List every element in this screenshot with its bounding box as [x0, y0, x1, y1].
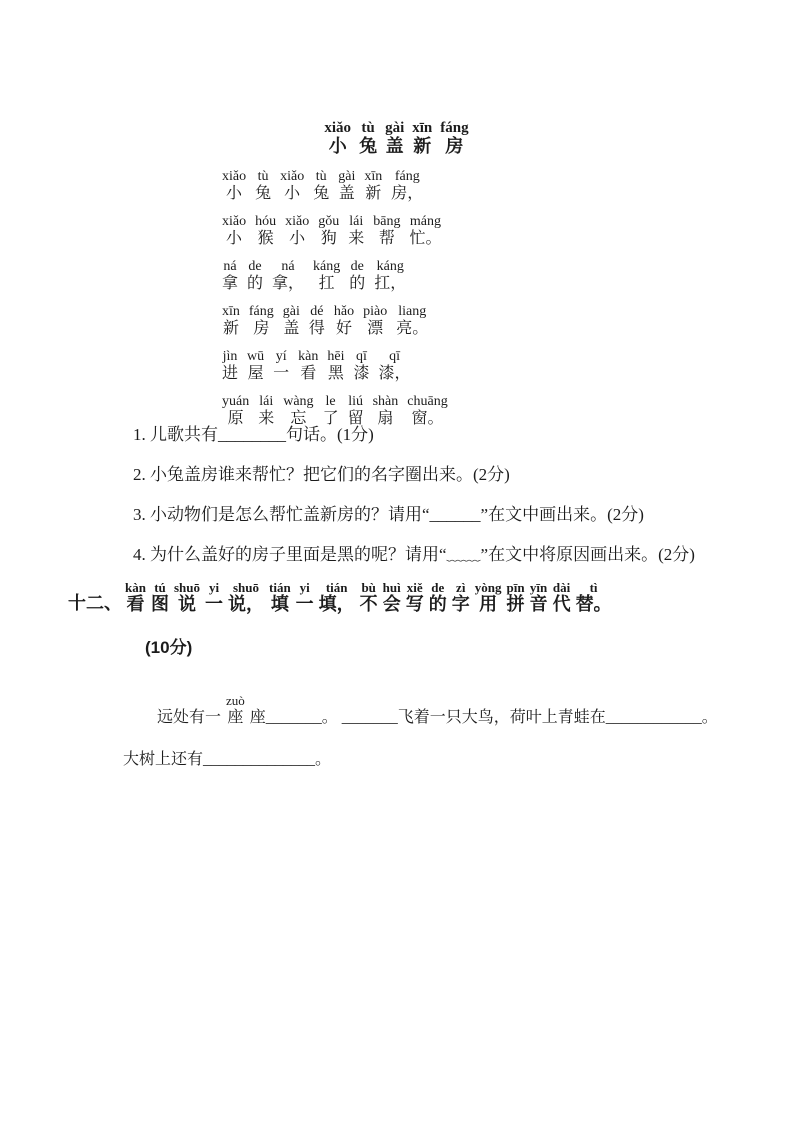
heading-syllable: [125, 581, 146, 614]
pinyin-text: tù: [257, 169, 269, 184]
ruby-zuo: [226, 694, 245, 727]
hanzi-text: 漆: [353, 365, 370, 382]
hanzi-text: 字: [451, 594, 470, 614]
poem-syllable: [348, 394, 364, 428]
hanzi-text: 扇: [377, 410, 394, 427]
hanzi-text: 填，: [318, 594, 355, 614]
fill-sentence-2: 大树上还有______________。: [123, 751, 332, 768]
hanzi-text: 小: [284, 185, 301, 202]
pinyin-text: kàn: [298, 349, 319, 364]
pinyin-text: káng: [376, 259, 404, 274]
heading-syllable: [506, 581, 524, 614]
pinyin-text: bāng: [373, 214, 401, 229]
heading-syllable: [174, 581, 200, 614]
pinyin-text: de: [350, 259, 364, 274]
pinyin-text: fáng: [248, 304, 274, 319]
pinyin-text: xīn: [412, 120, 433, 136]
hanzi-text: 用: [479, 594, 498, 614]
pinyin-text: tù: [315, 169, 327, 184]
heading-syllable: [360, 581, 378, 614]
fill-sentence-1: [123, 694, 785, 727]
heading-syllable: [228, 581, 264, 614]
question-line: 2. 小兔盖房谁来帮忙？把它们的名字圈出来。(2分): [133, 465, 510, 484]
poem-syllable: [379, 349, 411, 383]
hanzi-text: 得: [308, 320, 325, 337]
poem-syllable: [407, 394, 447, 428]
pinyin-text: qī: [389, 349, 400, 364]
hanzi-text: 看: [126, 594, 145, 614]
hanzi-text: 黑: [327, 365, 344, 382]
pinyin-text: xiǎo: [285, 214, 310, 229]
pinyin-text: kàn: [125, 580, 146, 595]
pinyin-text: huì: [382, 580, 401, 595]
pinyin-text: piào: [363, 304, 388, 319]
hanzi-text: 看: [300, 365, 317, 382]
hanzi-text: 不: [359, 594, 378, 614]
pinyin-text: yīn: [529, 580, 548, 595]
pinyin-text: tián: [269, 580, 291, 595]
pinyin-text: dài: [552, 580, 571, 595]
pinyin-text: káng: [313, 259, 341, 274]
heading-syllable: [406, 581, 424, 614]
pinyin-text: hēi: [327, 349, 345, 364]
hanzi-text: 猴: [257, 230, 274, 247]
hanzi-text: 代: [552, 594, 571, 614]
poem-syllable: [391, 169, 423, 203]
hanzi-text: 新: [413, 136, 432, 156]
question-line: 4. 为什么盖好的房子里面是黑的呢？请用“﹏﹏”在文中将原因画出来。(2分): [133, 545, 695, 564]
hanzi-text: 填: [270, 594, 289, 614]
title-syllable: [385, 120, 404, 156]
heading-syllable: [296, 581, 314, 614]
pinyin-text: fáng: [440, 120, 469, 136]
hanzi-text: 来: [258, 410, 275, 427]
poem-title: [0, 120, 793, 156]
poem-syllable: [353, 349, 369, 383]
poem-syllable: [409, 214, 441, 248]
pinyin-text: xiǎo: [222, 169, 247, 184]
title-syllable: [412, 120, 432, 156]
hanzi-text: 新: [365, 185, 382, 202]
poem-syllable: [272, 259, 304, 293]
section-12-heading: [68, 581, 617, 614]
poem-syllable: [323, 394, 339, 428]
hanzi-text: 拿: [222, 275, 239, 292]
poem-syllable: [280, 169, 304, 203]
pinyin-text: chuāng: [407, 394, 448, 409]
hanzi-text: 窗。: [411, 410, 444, 427]
heading-syllable: [553, 581, 571, 614]
hanzi-text: 盖: [338, 185, 355, 202]
pinyin-text: yòng: [474, 580, 502, 595]
poem-syllable: [313, 259, 340, 293]
pinyin-text: shuō: [173, 580, 200, 595]
poem-syllable: [222, 259, 238, 293]
section-score-label: (10分): [145, 638, 193, 657]
heading-syllable: [319, 581, 355, 614]
pinyin-text: qī: [356, 349, 367, 364]
poem-syllable: [348, 214, 364, 248]
poem-syllable: [396, 304, 428, 338]
heading-syllable: [383, 581, 401, 614]
heading-syllable: [429, 581, 447, 614]
poem-syllable: [334, 304, 354, 338]
hanzi-text: 一: [295, 594, 314, 614]
pinyin-text: jìn: [222, 349, 238, 364]
poem-syllable: [249, 304, 274, 338]
hanzi-text: 亮。: [396, 320, 429, 337]
pinyin-text: xiě: [406, 580, 423, 595]
pinyin-text: shuō: [232, 580, 260, 595]
title-syllable: [359, 120, 377, 156]
pinyin-text: yí: [275, 349, 287, 364]
pinyin-text: xiǎo: [324, 120, 352, 136]
section-number: 十二、: [68, 593, 122, 613]
poem-line: [222, 259, 457, 293]
question-line: 3. 小动物们是怎么帮忙盖新房的？请用“______”在文中画出来。(2分): [133, 505, 644, 524]
hanzi-text: 屋: [247, 365, 264, 382]
hanzi-text: 进: [222, 365, 239, 382]
poem-syllable: [309, 304, 325, 338]
section-heading-text: [125, 581, 617, 614]
hanzi-text: 替。: [575, 594, 612, 614]
pinyin-text: xiǎo: [280, 169, 305, 184]
pinyin-text: wū: [247, 349, 265, 364]
poem-line: [222, 304, 457, 338]
hanzi-text: 帮: [378, 230, 395, 247]
hanzi-text: 漆，: [378, 365, 411, 382]
pinyin-text: tù: [361, 120, 375, 136]
hanzi-text: 一: [273, 365, 290, 382]
hanzi-text: 狗: [320, 230, 337, 247]
poem-line: [222, 349, 457, 383]
pinyin-text: xīn: [222, 304, 240, 319]
hanzi-text: 兔: [255, 185, 272, 202]
poem-syllable: [363, 304, 387, 338]
poem-syllable: [222, 304, 240, 338]
pinyin-text: máng: [409, 214, 442, 229]
hanzi-text: 写: [405, 594, 424, 614]
question-line: 1. 儿歌共有________句话。(1分): [133, 425, 374, 444]
hanzi-text: 房: [445, 136, 464, 156]
hanzi-text: 小: [289, 230, 306, 247]
title-syllable: [324, 120, 351, 156]
hanzi-text: 拼: [506, 594, 525, 614]
hanzi-text: 的: [428, 594, 447, 614]
poem-syllable: [255, 169, 271, 203]
poem-syllable: [298, 349, 318, 383]
hanzi-text: 扛: [318, 275, 335, 292]
pinyin-text: hǎo: [333, 304, 355, 319]
pinyin-text: dé: [310, 304, 324, 319]
fill-sentence-1-pre: 远处有一: [157, 709, 222, 726]
poem-syllable: [373, 214, 400, 248]
poem-syllable: [327, 349, 344, 383]
pinyin-text: pīn: [506, 580, 525, 595]
question-list: [133, 424, 781, 584]
hanzi-text: 小: [226, 230, 243, 247]
pinyin-text: xīn: [364, 169, 383, 184]
hanzi-text: 新: [222, 320, 239, 337]
hanzi-text: 房: [253, 320, 270, 337]
hanzi-text: 扛，: [374, 275, 407, 292]
pinyin-text: wàng: [283, 394, 314, 409]
hanzi-text: 图: [150, 594, 169, 614]
pinyin-text: ná: [223, 259, 237, 274]
hanzi-text: 了: [322, 410, 339, 427]
hanzi-text: 一: [205, 594, 223, 614]
heading-syllable: [530, 581, 548, 614]
hanzi-text: 兔: [359, 136, 378, 156]
poem-syllable: [373, 394, 399, 428]
poem-syllable: [349, 259, 365, 293]
pinyin-text: lái: [349, 214, 364, 229]
heading-syllable: [452, 581, 470, 614]
hanzi-text: 音: [529, 594, 548, 614]
poem-syllable: [247, 349, 264, 383]
pinyin-text: ná: [281, 259, 295, 274]
poem-syllable: [222, 349, 238, 383]
hanzi-text: 漂: [367, 320, 384, 337]
hanzi-text: 的: [247, 275, 264, 292]
poem-line: [222, 169, 457, 203]
pinyin-text: yi: [208, 580, 220, 595]
heading-syllable: [475, 581, 502, 614]
pinyin-text: bù: [361, 580, 376, 595]
hanzi-text: 说: [177, 594, 196, 614]
poem-syllable: [222, 394, 249, 428]
pinyin-text: hóu: [255, 214, 277, 229]
hanzi-text: 说，: [228, 594, 264, 614]
hanzi-text: 盖: [385, 136, 404, 156]
title-syllable: [440, 120, 468, 156]
poem-line: [222, 394, 457, 428]
pinyin-text: shàn: [372, 394, 399, 409]
pinyin-text: fáng: [394, 169, 420, 184]
pinyin-text: yuán: [222, 394, 250, 409]
poem-syllable: [364, 169, 382, 203]
poem-syllable: [374, 259, 406, 293]
poem-syllable: [255, 214, 276, 248]
poem-body: [222, 169, 457, 439]
fill-in-section: [123, 694, 785, 769]
pinyin-text: gǒu: [318, 214, 340, 229]
poem-syllable: [222, 169, 246, 203]
poem-syllable: [258, 394, 274, 428]
poem-syllable: [283, 394, 313, 428]
pinyin-text: le: [325, 394, 336, 409]
pinyin-text: de: [248, 259, 262, 274]
pinyin-text: yi: [299, 580, 310, 595]
poem-syllable: [313, 169, 329, 203]
pinyin-text: tián: [325, 580, 348, 595]
heading-syllable: [269, 581, 291, 614]
pinyin-text: gài: [338, 169, 356, 184]
hanzi-text: 拿，: [272, 275, 305, 292]
poem-syllable: [318, 214, 339, 248]
pinyin-text: zì: [456, 580, 466, 595]
hanzi-text: 的: [349, 275, 366, 292]
poem-syllable: [222, 214, 246, 248]
pinyin-text: liú: [348, 394, 363, 409]
pinyin-text: tú: [154, 580, 166, 595]
hanzi-text: 忙。: [409, 230, 442, 247]
pinyin-text: liang: [398, 304, 427, 319]
pinyin-text: tì: [589, 580, 598, 595]
hanzi-text: 好: [336, 320, 353, 337]
hanzi-text: 房，: [391, 185, 424, 202]
poem-syllable: [273, 349, 289, 383]
hanzi-text: 原: [227, 410, 244, 427]
poem-syllable: [338, 169, 355, 203]
pinyin-text: de: [431, 580, 445, 595]
hanzi-text: 来: [348, 230, 365, 247]
hanzi-text: 小: [328, 136, 347, 156]
hanzi-text: 忘: [290, 410, 307, 427]
heading-syllable: [151, 581, 169, 614]
pinyin-text: zuò: [226, 693, 245, 708]
pinyin-text: lái: [259, 394, 274, 409]
hanzi-text: 兔: [313, 185, 330, 202]
poem-syllable: [285, 214, 309, 248]
pinyin-text: xiǎo: [222, 214, 247, 229]
fill-sentence-1-rest: 座_______。 _______飞着一只大鸟，荷叶上青蛙在____________。: [249, 709, 718, 726]
heading-syllable: [576, 581, 612, 614]
hanzi-text: 会: [382, 594, 401, 614]
pinyin-text: gài: [385, 120, 405, 136]
hanzi-text: 留: [347, 410, 364, 427]
hanzi-text: 座: [227, 709, 244, 726]
pinyin-text: gài: [282, 304, 300, 319]
hanzi-text: 小: [226, 185, 243, 202]
hanzi-text: 盖: [283, 320, 300, 337]
poem-syllable: [283, 304, 300, 338]
heading-syllable: [205, 581, 223, 614]
poem-syllable: [247, 259, 263, 293]
poem-line: [222, 214, 457, 248]
